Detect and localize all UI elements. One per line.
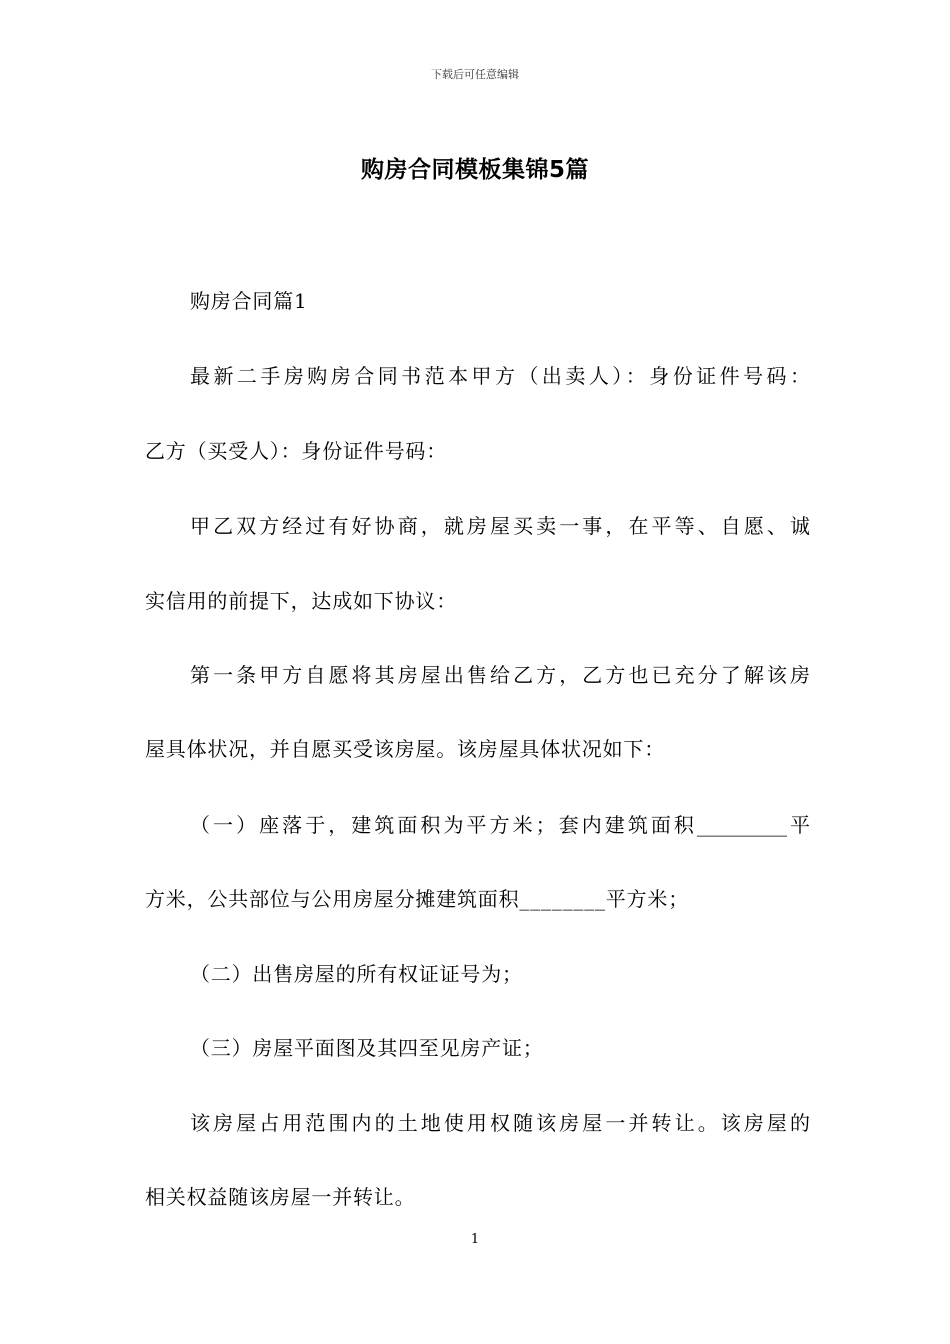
paragraph-line: 相关权益随该房屋一并转让。 <box>145 1185 416 1209</box>
paragraph-line: 该房屋占用范围内的土地使用权随该房屋一并转让。该房屋的 <box>190 1111 810 1135</box>
paragraph-line: 乙方（买受人）：身份证件号码： <box>145 439 447 463</box>
document-title: 购房合同模板集锦5篇 <box>360 157 589 183</box>
section-heading: 购房合同篇1 <box>190 289 308 313</box>
paragraph-line: （二）出售房屋的所有权证证号为； <box>190 962 523 986</box>
paragraph-line: 实信用的前提下，达成如下协议： <box>145 589 457 613</box>
paragraph-line: 方米，公共部位与公用房屋分摊建筑面积________平方米； <box>145 887 689 911</box>
paragraph-line: 甲乙双方经过有好协商，就房屋买卖一事，在平等、自愿、诚 <box>190 514 810 538</box>
paragraph-line: （三）房屋平面图及其四至见房产证； <box>190 1036 544 1060</box>
page-number: 1 <box>470 1232 480 1247</box>
paragraph-line: 第一条甲方自愿将其房屋出售给乙方，乙方也已充分了解该房 <box>190 663 810 687</box>
paragraph-line: （一）座落于，建筑面积为平方米；套内建筑面积_________平 <box>190 813 810 837</box>
paragraph-line: 最新二手房购房合同书范本甲方（出卖人）：身份证件号码： <box>190 364 810 388</box>
paragraph-line: 屋具体状况，并自愿买受该房屋。该房屋具体状况如下： <box>145 737 665 761</box>
header-note: 下载后可任意编辑 <box>431 68 519 81</box>
